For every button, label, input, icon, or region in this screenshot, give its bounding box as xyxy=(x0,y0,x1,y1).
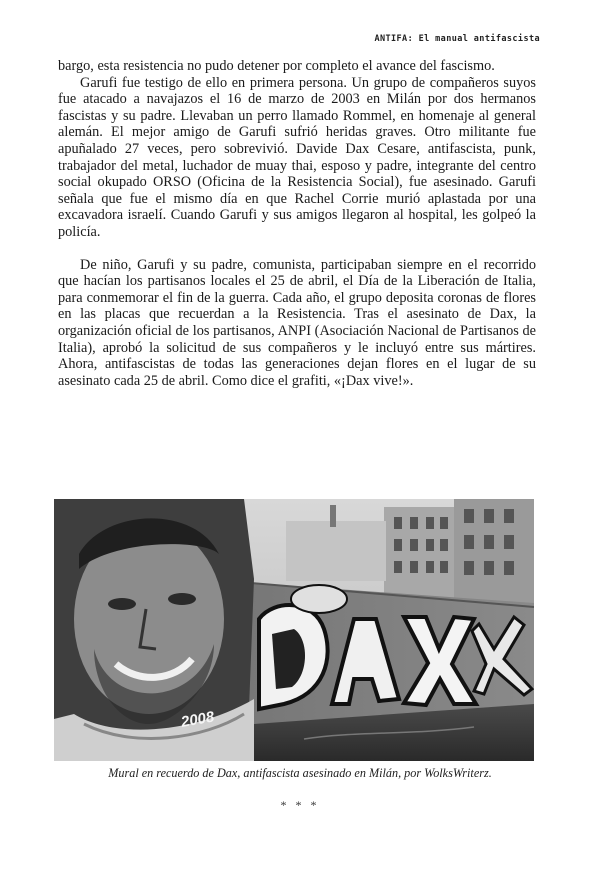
body-text xyxy=(58,58,536,389)
figure-caption: Mural en recuerdo de Dax, antifascista asesinado en Milán, por WolksWriterz. xyxy=(108,766,492,780)
paragraph: De niño, Garufi y su padre, comunista, participaban siempre en el recorrido que hacían los partisanos locales el 25 de abril, el Día de la Liberación de Italia, para conmemorar el fin de la guerra. Cada año, el grupo deposita coronas de flores en las placas que recuerdan a la Resistencia. Tras el asesinato de Dax, la organización oficial de los partisanos, ANPI (Asociación Nacional de Partisanos de Italia), aprobó la solicitud de sus compañeros y le incluyó entre sus mártires. Ahora, antifascistas de todas las generaciones dejan flores en el lugar de su asesinato cada 25 de abril. Como dice el grafiti, «¡Dax vive!». xyxy=(58,256,536,389)
mural-photo xyxy=(54,499,534,761)
running-header: ANTIFA: El manual antifascista xyxy=(374,34,540,44)
paragraph: bargo, esta resistencia no pudo detener por completo el avance del fascismo. xyxy=(58,58,495,74)
graffiti-year: 2008 xyxy=(179,708,216,731)
portrait xyxy=(54,499,254,761)
section-separator: * * * xyxy=(280,798,320,812)
paragraph: Garufi fue testigo de ello en primera persona. Un grupo de compañeros suyos fue atacado a navajazos el 16 de marzo de 2003 en Milán por dos hermanos fascistas y su padre. Llevaban un perro llamado Rommel, en homenaje al general alemán. El mejor amigo de Garufi sufrió heridas graves. Otro militante fue apuñalado 27 veces, pero sobrevivió. Davide Dax Cesare, antifascista, punk, trabajador del metal, luchador de muay thai, esposo y padre, integrante del centro social okupado ORSO (Oficina de la Resistencia Social), fue asesinado. Garufi señala que fue el mismo día en que Rachel Corrie murió aplastada por una excavadora israelí. Cuando Garufi y sus amigos llegaron al hospital, les golpeó la policía. xyxy=(58,74,536,240)
